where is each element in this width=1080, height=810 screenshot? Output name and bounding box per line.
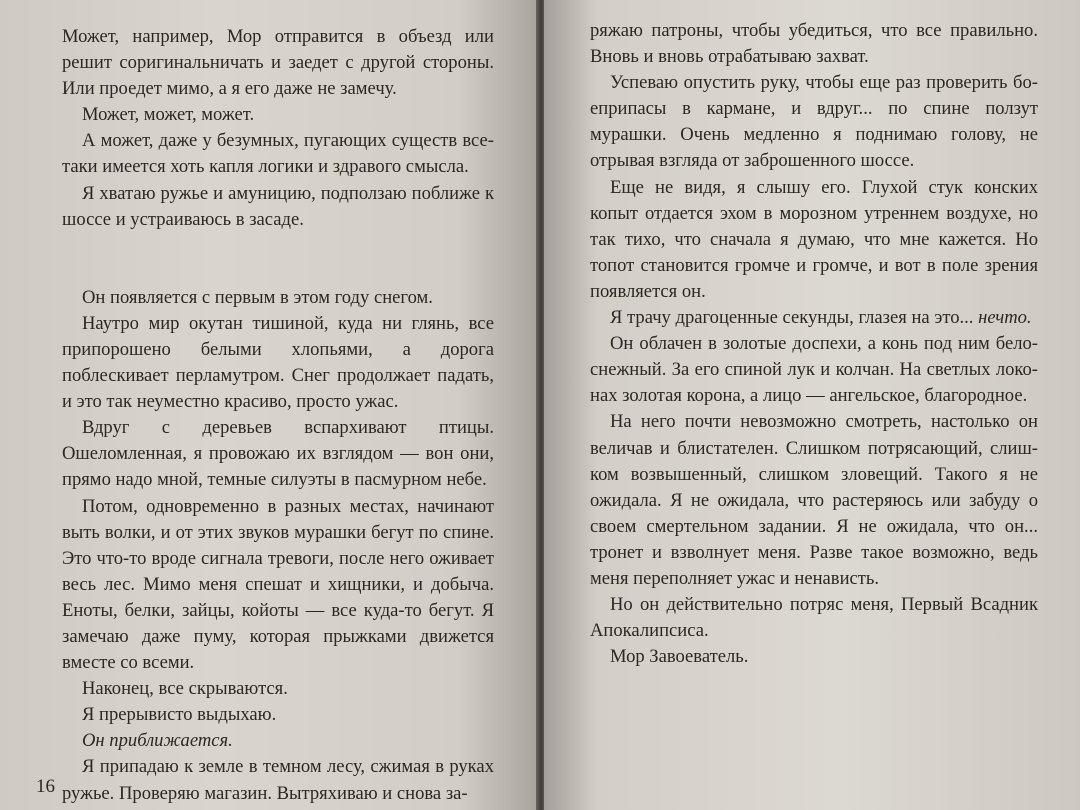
paragraph: Наконец, все скрываются. bbox=[82, 678, 288, 700]
paragraph: Он появляется с первым в этом году снегом. bbox=[82, 286, 433, 308]
right-page bbox=[544, 0, 1080, 810]
paragraph: Но он действительно потряс меня, Первый Всадник Апокалипсиса. bbox=[590, 594, 1038, 642]
paragraph: Успеваю опустить руку, чтобы еще раз проверить боеприпасы в кармане, и вдруг... по спине ползут мурашки. Очень медленно я поднимаю голову, не отрывая взгляда от заброшенного шоссе. bbox=[590, 72, 1038, 172]
paragraph: Я прерывисто выдыхаю. bbox=[82, 704, 277, 726]
section-break bbox=[62, 233, 494, 285]
paragraph: Вдруг с деревьев вспархивают птицы. Ошеломленная, я провожаю их взглядом — вон они, прямо надо мной, темные силуэты в пасмурном небе. bbox=[62, 417, 494, 491]
left-page-text bbox=[62, 24, 494, 807]
paragraph: Может, может, может. bbox=[82, 104, 255, 126]
paragraph: Я припадаю к земле в темном лесу, сжимая в руках ружье. Проверяю магазин. Вытряхиваю и снова за- bbox=[62, 756, 494, 804]
page-number: 16 bbox=[36, 776, 55, 797]
paragraph-text: Я трачу драгоценные секунды, глазея на это... bbox=[610, 307, 979, 329]
paragraph-italic bbox=[62, 728, 494, 754]
paragraph bbox=[590, 305, 1038, 331]
paragraph: Я хватаю ружье и амуницию, подползаю поближе к шоссе и устраиваюсь в засаде. bbox=[62, 182, 494, 230]
paragraph: Еще не видя, я слышу его. Глухой стук конских копыт отдается эхом в морозном утреннем воздухе, но так тихо, что сначала я думаю, что мне кажется. Но топот становится громче и громче, и вот в поле зрения появляется он. bbox=[590, 176, 1038, 302]
italic-text: Он приближается. bbox=[82, 730, 233, 752]
right-page-text bbox=[590, 18, 1038, 670]
paragraph: Мор Завоеватель. bbox=[610, 646, 749, 668]
left-page bbox=[0, 0, 538, 810]
paragraph: Он облачен в золотые доспехи, а конь под ним белоснежный. За его спиной лук и колчан. На светлых локонах золотая корона, а лицо — ангельское, благородное. bbox=[590, 333, 1038, 407]
paragraph: ряжаю патроны, чтобы убедиться, что все правильно. Вновь и вновь отрабатываю захват. bbox=[590, 20, 1038, 68]
paragraph: На него почти невозможно смотреть, настолько он величав и блистателен. Слишком потрясающий, слишком возвышенный, слишком зловещий. Такого я не ожидала. Я не ожидала, что растеряюсь или забуду о своем смертельном задании. Я не ожидала, что он... тронет и взволнует меня. Разве такое возможно, ведь меня переполняет ужас и ненависть. bbox=[590, 411, 1038, 589]
paragraph: А может, даже у безумных, пугающих существ все-таки имеется хоть капля логики и здравого смысла. bbox=[62, 130, 494, 178]
paragraph: Может, например, Мор отправится в объезд или решит соригинальничать и заедет с другой стороны. Или проедет мимо, а я его даже не замечу. bbox=[62, 26, 494, 100]
paragraph: Наутро мир окутан тишиной, куда ни глянь, все припорошено белыми хлопьями, а дорога поблескивает перламутром. Снег продолжает падать, и это так неуместно красиво, просто ужас. bbox=[62, 312, 494, 413]
italic-text: нечто. bbox=[978, 307, 1032, 329]
paragraph: Потом, одновременно в разных местах, начинают выть волки, и от этих звуков мурашки бегут по спине. Это что-то вроде сигнала тревоги, после него оживает весь лес. Мимо меня спешат и хищники, и добыча. Еноты, белки, зайцы, койоты — все куда-то бегут. Я замечаю даже пуму, которая прыжками движется вместе со всеми. bbox=[62, 495, 494, 674]
